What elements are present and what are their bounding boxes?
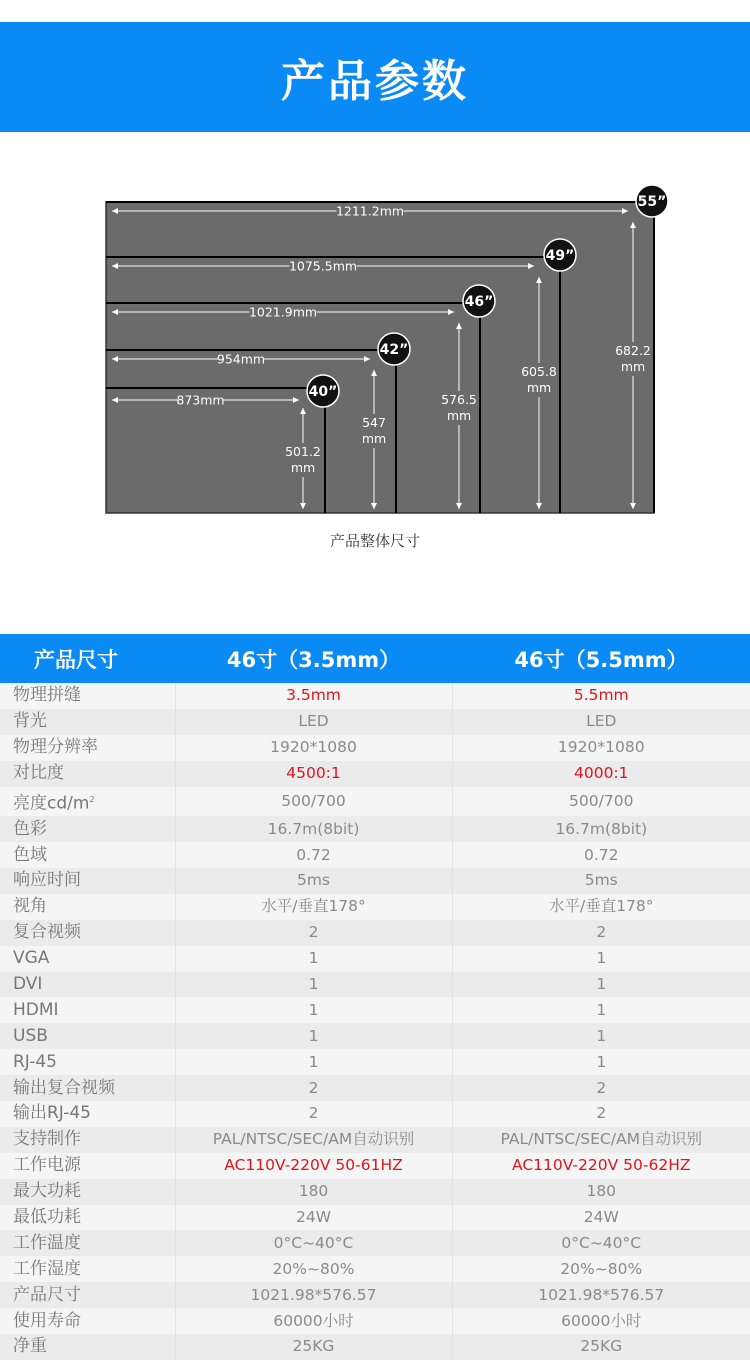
height-label-value: 682.2 (615, 343, 651, 358)
spec-label (0, 1023, 175, 1049)
width-label: 954mm (216, 351, 266, 367)
spec-label (0, 1256, 175, 1282)
spec-label (0, 1127, 175, 1153)
spec-label-text: 复合视频 (13, 922, 81, 943)
height-label-unit: mm (446, 408, 472, 423)
width-label: 1211.2mm (335, 203, 405, 219)
spec-value: 水平/垂直178° (175, 894, 452, 920)
size-badge-label: 42” (379, 342, 409, 358)
spec-row (0, 683, 750, 709)
spec-value: 25KG (452, 1334, 750, 1360)
spec-label-text: 色彩 (13, 818, 47, 839)
spec-label-text: 输出RJ-45 (13, 1103, 91, 1124)
height-label-value: 501.2 (285, 444, 321, 459)
page-title: 产品参数 (281, 56, 469, 107)
spec-value: 2 (175, 1101, 452, 1127)
spec-header-row (0, 634, 750, 683)
height-label-unit: mm (526, 380, 552, 395)
spec-label-text: 背光 (13, 711, 47, 732)
header-cell-model-1: 46寸（3.5mm） (175, 634, 452, 683)
spec-value: 2 (452, 1101, 750, 1127)
spec-label-text: RJ-45 (13, 1051, 57, 1072)
spec-value: AC110V-220V 50-62HZ (452, 1153, 750, 1179)
spec-value: 1 (452, 1023, 750, 1049)
spec-value: 16.7m(8bit) (175, 816, 452, 842)
spec-label-text: 物理拼缝 (13, 685, 81, 706)
spec-value: 2 (452, 920, 750, 946)
spec-value: 水平/垂直178° (452, 894, 750, 920)
spec-label (0, 816, 175, 842)
size-diagram (0, 180, 750, 525)
spec-value: 500/700 (452, 787, 750, 817)
spec-value: 5ms (452, 868, 750, 894)
height-label-unit: mm (620, 359, 646, 374)
spec-row (0, 997, 750, 1023)
spec-label (0, 1049, 175, 1075)
spec-value: 0.72 (452, 842, 750, 868)
spec-label (0, 735, 175, 761)
spec-value: 1 (452, 946, 750, 972)
header-cell-model-2: 46寸（5.5mm） (452, 634, 750, 683)
spec-label-text: 最大功耗 (13, 1181, 81, 1202)
spec-row (0, 1049, 750, 1075)
spec-value: 5.5mm (452, 683, 750, 709)
spec-label-text: 物理分辨率 (13, 737, 98, 758)
spec-label (0, 1334, 175, 1360)
spec-value: 1 (175, 972, 452, 998)
header-cell-label: 产品尺寸 (0, 634, 175, 683)
spec-value: 1 (452, 997, 750, 1023)
spec-value: 500/700 (175, 787, 452, 817)
spec-label-text: 工作电源 (13, 1155, 81, 1176)
spec-label-text: 响应时间 (13, 870, 81, 891)
spec-value: 24W (175, 1205, 452, 1231)
spec-label (0, 1075, 175, 1101)
spec-label-text: HDMI (13, 999, 59, 1020)
size-badge-label: 46” (464, 294, 494, 310)
spec-label (0, 1282, 175, 1308)
spec-label-superscript: 2 (89, 794, 95, 804)
spec-label (0, 761, 175, 787)
spec-label-text: 支持制作 (13, 1129, 81, 1150)
spec-value: 60000小时 (175, 1308, 452, 1334)
spec-row (0, 972, 750, 998)
spec-label-text: 色域 (13, 844, 47, 865)
spec-value: PAL/NTSC/SEC/AM自动识别 (175, 1127, 452, 1153)
spec-row (0, 894, 750, 920)
spec-label (0, 683, 175, 709)
spec-value: 1 (175, 1023, 452, 1049)
spec-label-text: 对比度 (13, 763, 64, 784)
spec-value: 20%~80% (452, 1256, 750, 1282)
spec-value: 1 (452, 972, 750, 998)
spec-row (0, 787, 750, 817)
spec-row (0, 1153, 750, 1179)
width-label: 1021.9mm (248, 304, 318, 320)
spec-row (0, 1205, 750, 1231)
spec-value: 3.5mm (175, 683, 452, 709)
spec-row (0, 1075, 750, 1101)
spec-row (0, 842, 750, 868)
spec-value: 24W (452, 1205, 750, 1231)
spec-label (0, 1101, 175, 1127)
spec-label (0, 997, 175, 1023)
spec-row (0, 1179, 750, 1205)
spec-row (0, 1101, 750, 1127)
height-label-value: 605.8 (521, 364, 557, 379)
spec-label (0, 709, 175, 735)
spec-row (0, 1230, 750, 1256)
spec-value: 0.72 (175, 842, 452, 868)
spec-label (0, 842, 175, 868)
spec-table (0, 634, 750, 1360)
spec-value: 5ms (175, 868, 452, 894)
spec-row (0, 1282, 750, 1308)
spec-value: 1920*1080 (452, 735, 750, 761)
spec-label-text: 输出复合视频 (13, 1077, 115, 1098)
spec-value: 2 (175, 920, 452, 946)
spec-value: 1021.98*576.57 (175, 1282, 452, 1308)
spec-value: 2 (175, 1075, 452, 1101)
size-diagram-svg (0, 180, 750, 525)
spec-row (0, 946, 750, 972)
spec-row (0, 761, 750, 787)
spec-label-text: DVI (13, 974, 43, 994)
spec-value: 25KG (175, 1334, 452, 1360)
spec-row (0, 1334, 750, 1360)
header-banner (0, 22, 750, 132)
spec-value: 180 (175, 1179, 452, 1205)
spec-value: 60000小时 (452, 1308, 750, 1334)
height-label-unit: mm (361, 431, 387, 446)
spec-label-text: 亮度cd/m (13, 793, 90, 814)
spec-label (0, 1230, 175, 1256)
spec-value: AC110V-220V 50-61HZ (175, 1153, 452, 1179)
size-badge-label: 49” (545, 248, 575, 264)
spec-value: 20%~80% (175, 1256, 452, 1282)
spec-value: PAL/NTSC/SEC/AM自动识别 (452, 1127, 750, 1153)
spec-row (0, 1308, 750, 1334)
spec-label (0, 1153, 175, 1179)
spec-value: 1 (175, 1049, 452, 1075)
spec-value: LED (452, 709, 750, 735)
spec-label-text: 最低功耗 (13, 1207, 81, 1228)
spec-label-text: 净重 (13, 1336, 47, 1357)
size-badge-label: 55” (637, 194, 667, 210)
spec-value: 1 (175, 997, 452, 1023)
spec-row (0, 1256, 750, 1282)
spec-label-text: USB (13, 1025, 48, 1046)
spec-label-text: 产品尺寸 (13, 1284, 81, 1305)
spec-value: 1920*1080 (175, 735, 452, 761)
diagram-caption: 产品整体尺寸 (329, 532, 420, 550)
spec-value: 1 (452, 1049, 750, 1075)
spec-value: LED (175, 709, 452, 735)
spec-value: 0°C~40°C (452, 1230, 750, 1256)
spec-label (0, 787, 175, 817)
spec-label-text: 使用寿命 (13, 1310, 81, 1331)
spec-label (0, 1205, 175, 1231)
spec-label (0, 1179, 175, 1205)
height-label-value: 547 (362, 415, 386, 430)
spec-label (0, 1308, 175, 1334)
spec-row (0, 816, 750, 842)
spec-row (0, 735, 750, 761)
spec-row (0, 1023, 750, 1049)
width-label: 873mm (176, 392, 225, 408)
height-label-unit: mm (290, 460, 316, 475)
spec-value: 1021.98*576.57 (452, 1282, 750, 1308)
spec-value: 2 (452, 1075, 750, 1101)
spec-row (0, 1127, 750, 1153)
spec-label-text: VGA (13, 948, 50, 969)
spec-value: 4500:1 (175, 761, 452, 787)
size-badge-label: 40” (308, 384, 338, 400)
spec-value: 1 (175, 946, 452, 972)
spec-label (0, 972, 175, 998)
spec-value: 180 (452, 1179, 750, 1205)
spec-label-text: 工作湿度 (13, 1258, 81, 1279)
spec-label-text: 工作温度 (13, 1232, 81, 1253)
spec-value: 4000:1 (452, 761, 750, 787)
spec-value: 0°C~40°C (175, 1230, 452, 1256)
spec-row (0, 920, 750, 946)
spec-label (0, 868, 175, 894)
spec-label (0, 894, 175, 920)
spec-label (0, 946, 175, 972)
height-label-value: 576.5 (441, 392, 477, 407)
spec-row (0, 709, 750, 735)
spec-value: 16.7m(8bit) (452, 816, 750, 842)
width-label: 1075.5mm (288, 258, 358, 274)
spec-row (0, 868, 750, 894)
spec-label (0, 920, 175, 946)
spec-label-text: 视角 (13, 896, 47, 917)
